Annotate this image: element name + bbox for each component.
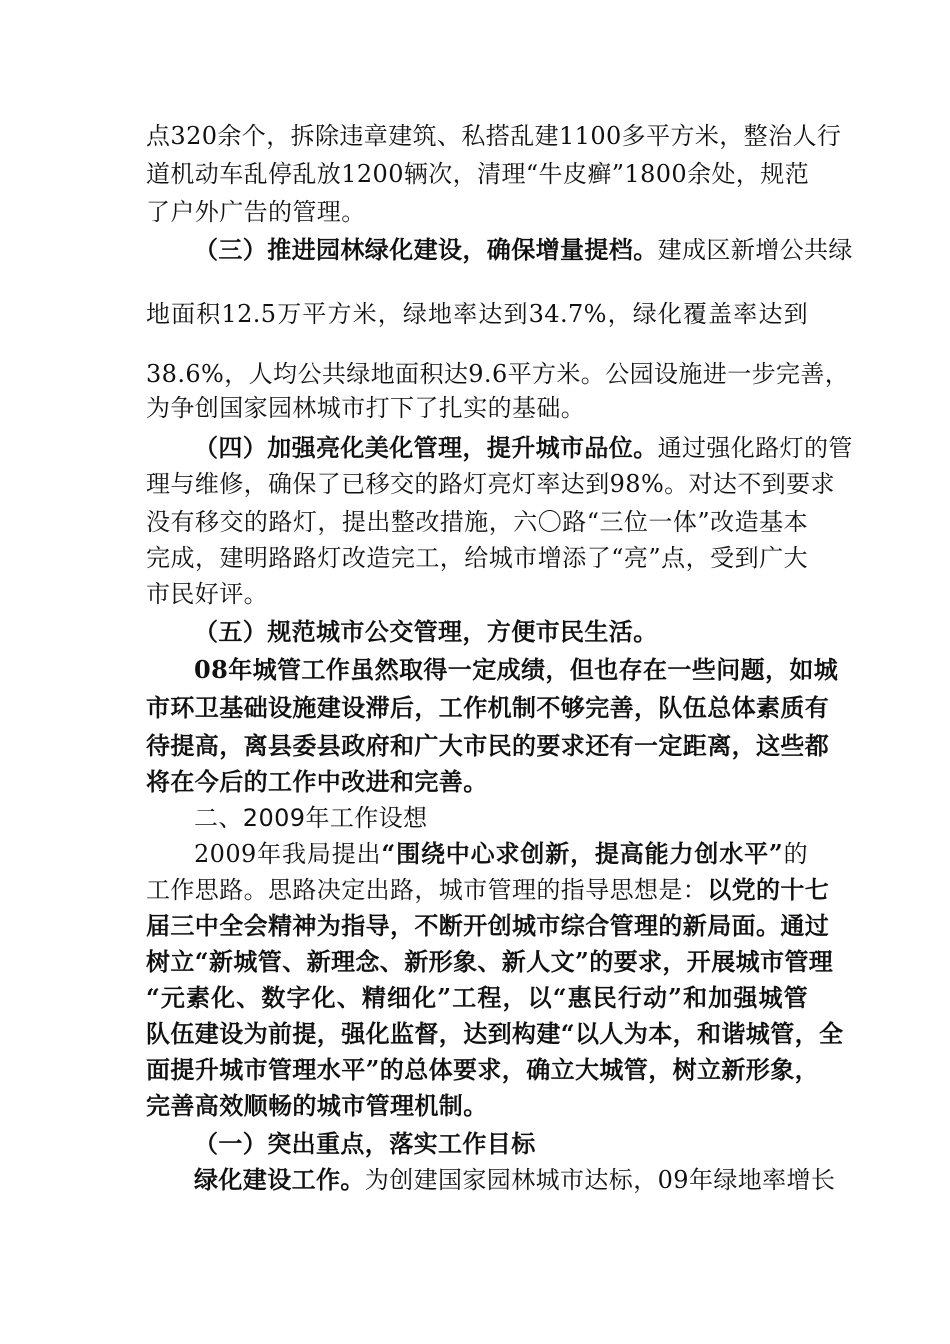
text-run: （五）规范城市公交管理，方便市民生活。 [194, 617, 658, 646]
text-run: 了户外广告的管理。 [146, 198, 366, 226]
text-run: （一）突出重点，落实工作目标 [194, 1130, 536, 1158]
section-heading-5 [146, 616, 808, 650]
text-line-22 [146, 946, 834, 980]
text-run: “围绕中心求创新，提高能力创水平” [381, 839, 784, 868]
text-line-1 [146, 120, 842, 154]
text-line-24 [146, 1018, 844, 1052]
text-line-19 [146, 838, 808, 872]
text-line-12 [146, 578, 808, 612]
text-run: 届三中全会精神为指导，不断开创城市综合管理的新局面。通过 [146, 911, 830, 940]
text-run: 理与维修，确保了已移交的路灯亮灯率达到98%。对达不到要求 [146, 470, 835, 498]
text-run: 通过强化路灯的管 [657, 434, 853, 462]
text-run: “元素化、数字化、精细化”工程，以“惠民行动”和加强城管 [146, 983, 808, 1012]
text-run: 树立“新城管、新理念、新形象、新人文”的要求，开展城市管理 [146, 947, 834, 976]
text-run: 为争创国家园林城市打下了扎实的基础。 [146, 394, 586, 422]
text-run: 市民好评。 [146, 580, 268, 608]
text-line-2 [146, 158, 808, 192]
text-run: 地面积12.5万平方米，绿地率达到34.7%，绿化覆盖率达到 [146, 300, 808, 328]
text-run: （四）加强亮化美化管理，提升城市品位。 [194, 433, 658, 462]
text-line-20 [146, 874, 830, 908]
part-heading-2 [146, 802, 808, 836]
section-heading-3 [146, 234, 853, 268]
text-run: （三）推进园林绿化建设，确保增量提档。 [194, 235, 658, 264]
text-run: 38.6%，人均公共绿地面积达9.6平方米。公园设施进一步完善， [146, 360, 850, 388]
text-run: 为创建国家园林城市达标，09年绿地率增长 [364, 1166, 836, 1194]
text-line-7 [146, 392, 808, 426]
text-line-6 [146, 358, 850, 392]
text-line-11 [146, 542, 808, 576]
text-line-14 [146, 654, 839, 688]
text-run: 完成，建明路路灯改造完工，给城市增添了“亮”点，受到广大 [146, 544, 808, 572]
text-run: 2009年我局提出 [194, 840, 382, 868]
text-run: 完善高效顺畅的城市管理机制。 [146, 1091, 488, 1120]
text-line-17 [146, 766, 808, 800]
text-run: 面提升城市管理水平”的总体要求，确立大城管，树立新形象， [146, 1055, 820, 1084]
text-run: 市环卫基础设施建设滞后，工作机制不够完善，队伍总体素质有 [146, 693, 830, 722]
text-line-9 [146, 468, 835, 502]
text-line-15 [146, 692, 830, 726]
text-run: 将在今后的工作中改进和完善。 [146, 767, 488, 796]
text-line-25 [146, 1054, 820, 1088]
text-run: 道机动车乱停乱放1200辆次，清理“牛皮癣”1800余处，规范 [146, 160, 810, 188]
text-run: 以党的十七 [707, 875, 830, 904]
text-run: 没有移交的路灯，提出整改措施，六〇路“三位一体”改造基本 [146, 508, 808, 536]
text-run: 二、2009年工作设想 [194, 804, 428, 832]
text-line-21 [146, 910, 830, 944]
text-run: 待提高，离县委县政府和广大市民的要求还有一定距离，这些都 [146, 731, 830, 760]
section-heading-4 [146, 432, 853, 466]
text-run: 的 [783, 840, 808, 868]
text-line-26 [146, 1090, 808, 1124]
text-run: 点320余个，拆除违章建筑、私搭乱建1100多平方米，整治人行 [146, 122, 842, 150]
text-run: 队伍建设为前提，强化监督，达到构建“以人为本，和谐城管，全 [146, 1019, 844, 1048]
text-line-28 [146, 1164, 836, 1198]
text-line-16 [146, 730, 830, 764]
text-run: 08年城管工作虽然取得一定成绩，但也存在一些问题，如城 [194, 655, 839, 684]
text-line-5 [146, 298, 808, 332]
subsection-heading-1 [146, 1128, 808, 1162]
text-line-23 [146, 982, 808, 1016]
text-line-3 [146, 196, 808, 230]
text-run: 绿化建设工作。 [194, 1165, 365, 1194]
text-run: 建成区新增公共绿 [657, 236, 853, 264]
text-line-10 [146, 506, 808, 540]
text-run: 工作思路。思路决定出路，城市管理的指导思想是： [146, 876, 708, 904]
